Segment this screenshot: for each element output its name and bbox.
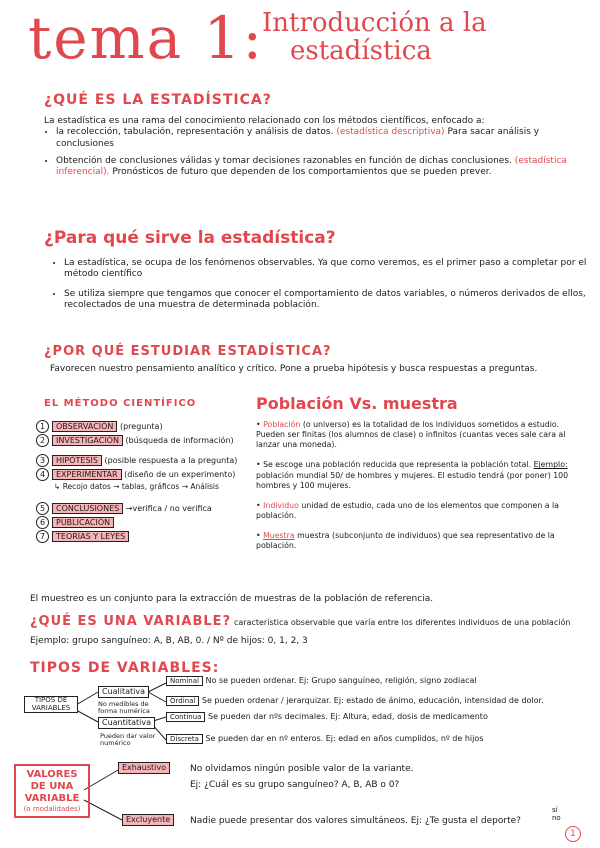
exhaustivo-text: No olvidamos ningún posible valor de la variante. [190, 764, 414, 774]
connector-line [76, 692, 98, 705]
q1-b2-red: (estadística inferencial). [56, 155, 567, 177]
step-note: (búsqueda de información) [125, 436, 234, 445]
nominal-text: No se pueden ordenar. Ej: Grupo sanguíneo, religión, signo zodiacal [205, 676, 477, 685]
nominal-box: Nominal [166, 676, 203, 686]
exhaustivo-ej: Ej: ¿Cuál es su grupo sanguíneo? A, B, AB o 0? [190, 780, 400, 790]
step-number: 1 [36, 420, 49, 433]
metodo-step-5: 5 CONCLUSIONES →verifica / no verifica [36, 502, 246, 516]
q1-b1-text: la recolección, tabulación, representación y análisis de datos. [56, 127, 334, 138]
cuantitativa-note: Pueden dar valor numérico [100, 732, 156, 747]
page-subtitle-line1: Introducción a la [262, 8, 487, 38]
ordinal-text: Se pueden ordenar / jerarquizar. Ej: estado de ánimo, educación, intensidad de dolor. [201, 696, 544, 705]
step-note: (pregunta) [119, 422, 163, 431]
q1-b1-end: Para sacar análisis y conclusiones [56, 127, 540, 149]
cualitativa-note: No medibles de forma numérica [98, 700, 150, 715]
step-number: 2 [36, 434, 49, 447]
step-label: HIPÓTESIS [52, 455, 102, 466]
step-sub: tablas [121, 482, 145, 491]
valores-title: VALORES DE UNA VARIABLE [24, 769, 80, 804]
q3-heading: ¿POR QUÉ ESTUDIAR ESTADÍSTICA? [44, 344, 332, 359]
def: unidad de estudio, cada uno de los elementos que componen a la población. [256, 500, 559, 520]
variable-heading: ¿QUÉ ES UNA VARIABLE? [30, 614, 232, 629]
step-label: CONCLUSIONES [52, 503, 123, 514]
discreta-text: Se pueden dar en nº enteros. Ej: edad en años cumplidos, nº de hijos [205, 734, 484, 743]
step-number: 6 [36, 516, 49, 529]
step-note: (posible respuesta a la pregunta) [104, 456, 238, 465]
step-label: EXPERIMENTAR [52, 469, 122, 480]
tipos-heading: TIPOS DE VARIABLES: [30, 660, 220, 676]
cualitativa-box: Cualitativa [98, 686, 149, 698]
def: muestra (subconjunto de individuos) que sea representativo de la población. [256, 531, 555, 551]
connector-line [148, 683, 166, 692]
arrow-icon: → [113, 482, 120, 491]
muestreo-text: El muestreo es un conjunto para la extracción de muestras de la población de referencia. [30, 594, 434, 604]
continua-text: Se pueden dar nºs decimales. Ej: Altura, edad, dosis de medicamento [208, 712, 488, 721]
option-no: no [552, 814, 561, 823]
q1-intro: La estadística es una rama del conocimiento relacionado con los métodos científicos, enfocado a: [44, 116, 485, 126]
tipo-discreta [166, 734, 483, 744]
step-number: 7 [36, 530, 49, 543]
q1-heading: ¿QUÉ ES LA ESTADÍSTICA? [44, 92, 272, 108]
def: Se escoge una población reducida que representa la población total. [263, 460, 532, 470]
variable-ejemplo: Ejemplo: grupo sanguíneo: A, B, AB, 0. / Nº de hijos: 0, 1, 2, 3 [30, 636, 308, 646]
q3-text: Favorecen nuestro pensamiento analítico y crítico. Pone a prueba hipótesis y busca respuestas a preguntas. [50, 364, 538, 374]
step-sub: gráficos [149, 482, 180, 491]
step-label: TEORÍAS Y LEYES [52, 531, 129, 542]
arrow-icon: → [181, 482, 188, 491]
ordinal-box: Ordinal [166, 696, 199, 706]
q1-b2-end: Pronósticos de futuro que dependen de los comportamientos que se pueden prever. [112, 167, 492, 177]
term: Muestra [263, 531, 295, 540]
step-sub: Análisis [190, 482, 219, 491]
q2-bullet-1: • La estadística, se ocupa de los fenómenos observables. Ya que como veremos, es el primer paso a completar por el método científico [64, 258, 592, 281]
arrow-icon: → [125, 504, 133, 513]
step-number: 3 [36, 454, 49, 467]
tipos-root-box: TIPOS DE VARIABLES [24, 696, 78, 713]
poblacion-b3: • Individuo unidad de estudio, cada uno de los elementos que componen a la población. [256, 500, 559, 520]
option-si: sí [552, 806, 558, 814]
tipo-continua [166, 712, 488, 722]
term: Población [263, 420, 301, 429]
poblacion-b4: • Muestra muestra (subconjunto de individuos) que sea representativo de la población. [256, 531, 555, 551]
tipo-nominal [166, 676, 477, 686]
q1-b2-text: Obtención de conclusiones válidas y tomar decisiones razonables en función de dichas conclusiones. [56, 155, 512, 166]
step-note: verifica [132, 504, 162, 513]
term-paren: (o universo) [302, 420, 350, 429]
arrow-icon: ↳ [54, 482, 61, 491]
discreta-box: Discreta [166, 734, 203, 744]
excluyente-text: Nadie puede presentar dos valores simultáneos. Ej: ¿Te gusta el deporte? [190, 816, 521, 826]
q2-heading: ¿Para qué sirve la estadística? [44, 228, 336, 248]
step-note: (diseño de un experimento) [124, 470, 236, 479]
q2-bullet-2: • Se utiliza siempre que tengamos que conocer el comportamiento de datos variables, o números derivados de ellos, recolectados de una muestra de determinada población. [64, 289, 592, 312]
term: Individuo [263, 500, 299, 510]
page-number: 1 [565, 826, 581, 842]
exhaustivo-box: Exhaustivo [118, 762, 170, 774]
q1-b1-red: (estadística descriptiva) [336, 127, 445, 138]
valores-sub: (o modalidades) [23, 805, 81, 813]
ej-label: Ejemplo: [533, 460, 568, 470]
metodo-heading: EL MÉTODO CIENTÍFICO [44, 398, 197, 409]
ej-text: población mundial 50/ de hombres y mujeres. El estudio tendrá (por poner) 100 hombres y 100 mujeres. [256, 470, 569, 490]
metodo-step-4-sub: ↳ Recojo datos → tablas, gráficos → Análisis [54, 482, 219, 491]
page-subtitle-line2: estadística [290, 36, 432, 66]
poblacion-b1: • Población (o universo) es la totalidad de los individuos sometidos a estudio. Pueden ser finitas (los alumnos de clase) o infinitos (cuantas veces sale cara al lanzar una moneda). [256, 420, 566, 450]
def: es la totalidad de los individuos sometidos a estudio. Pueden ser finitas (los alumnos de clase) o infinitos (cuantas veces sale cara al lanzar una moneda). [256, 420, 566, 450]
page-title: tema 1: [28, 4, 265, 72]
excluyente-options [552, 806, 561, 823]
cuantitativa-box: Cuantitativa [98, 717, 155, 729]
step-note: no verifica [169, 504, 212, 513]
connector-line [76, 710, 98, 722]
step-label: OBSERVACIÓN [52, 421, 117, 432]
valores-box [14, 764, 90, 818]
step-number: 4 [36, 468, 49, 481]
excluyente-box: Excluyente [122, 814, 174, 826]
step-number: 5 [36, 502, 49, 515]
variable-def: característica observable que varía entre los diferentes individuos de una población [233, 618, 571, 627]
continua-box: Continua [166, 712, 205, 722]
poblacion-heading: Población Vs. muestra [256, 394, 458, 413]
step-label: PUBLICACIÓN [52, 517, 114, 528]
step-label: INVESTIGACIÓN [52, 435, 123, 446]
tipo-ordinal [166, 696, 544, 706]
step-sub: Recojo datos [62, 482, 111, 491]
poblacion-b2: • Se escoge una población reducida que representa la población total. Ejemplo: población mundial 50/ de hombres y mujeres. El estudio tendrá (por poner) 100 hombres y 100 mujeres. [256, 460, 569, 490]
